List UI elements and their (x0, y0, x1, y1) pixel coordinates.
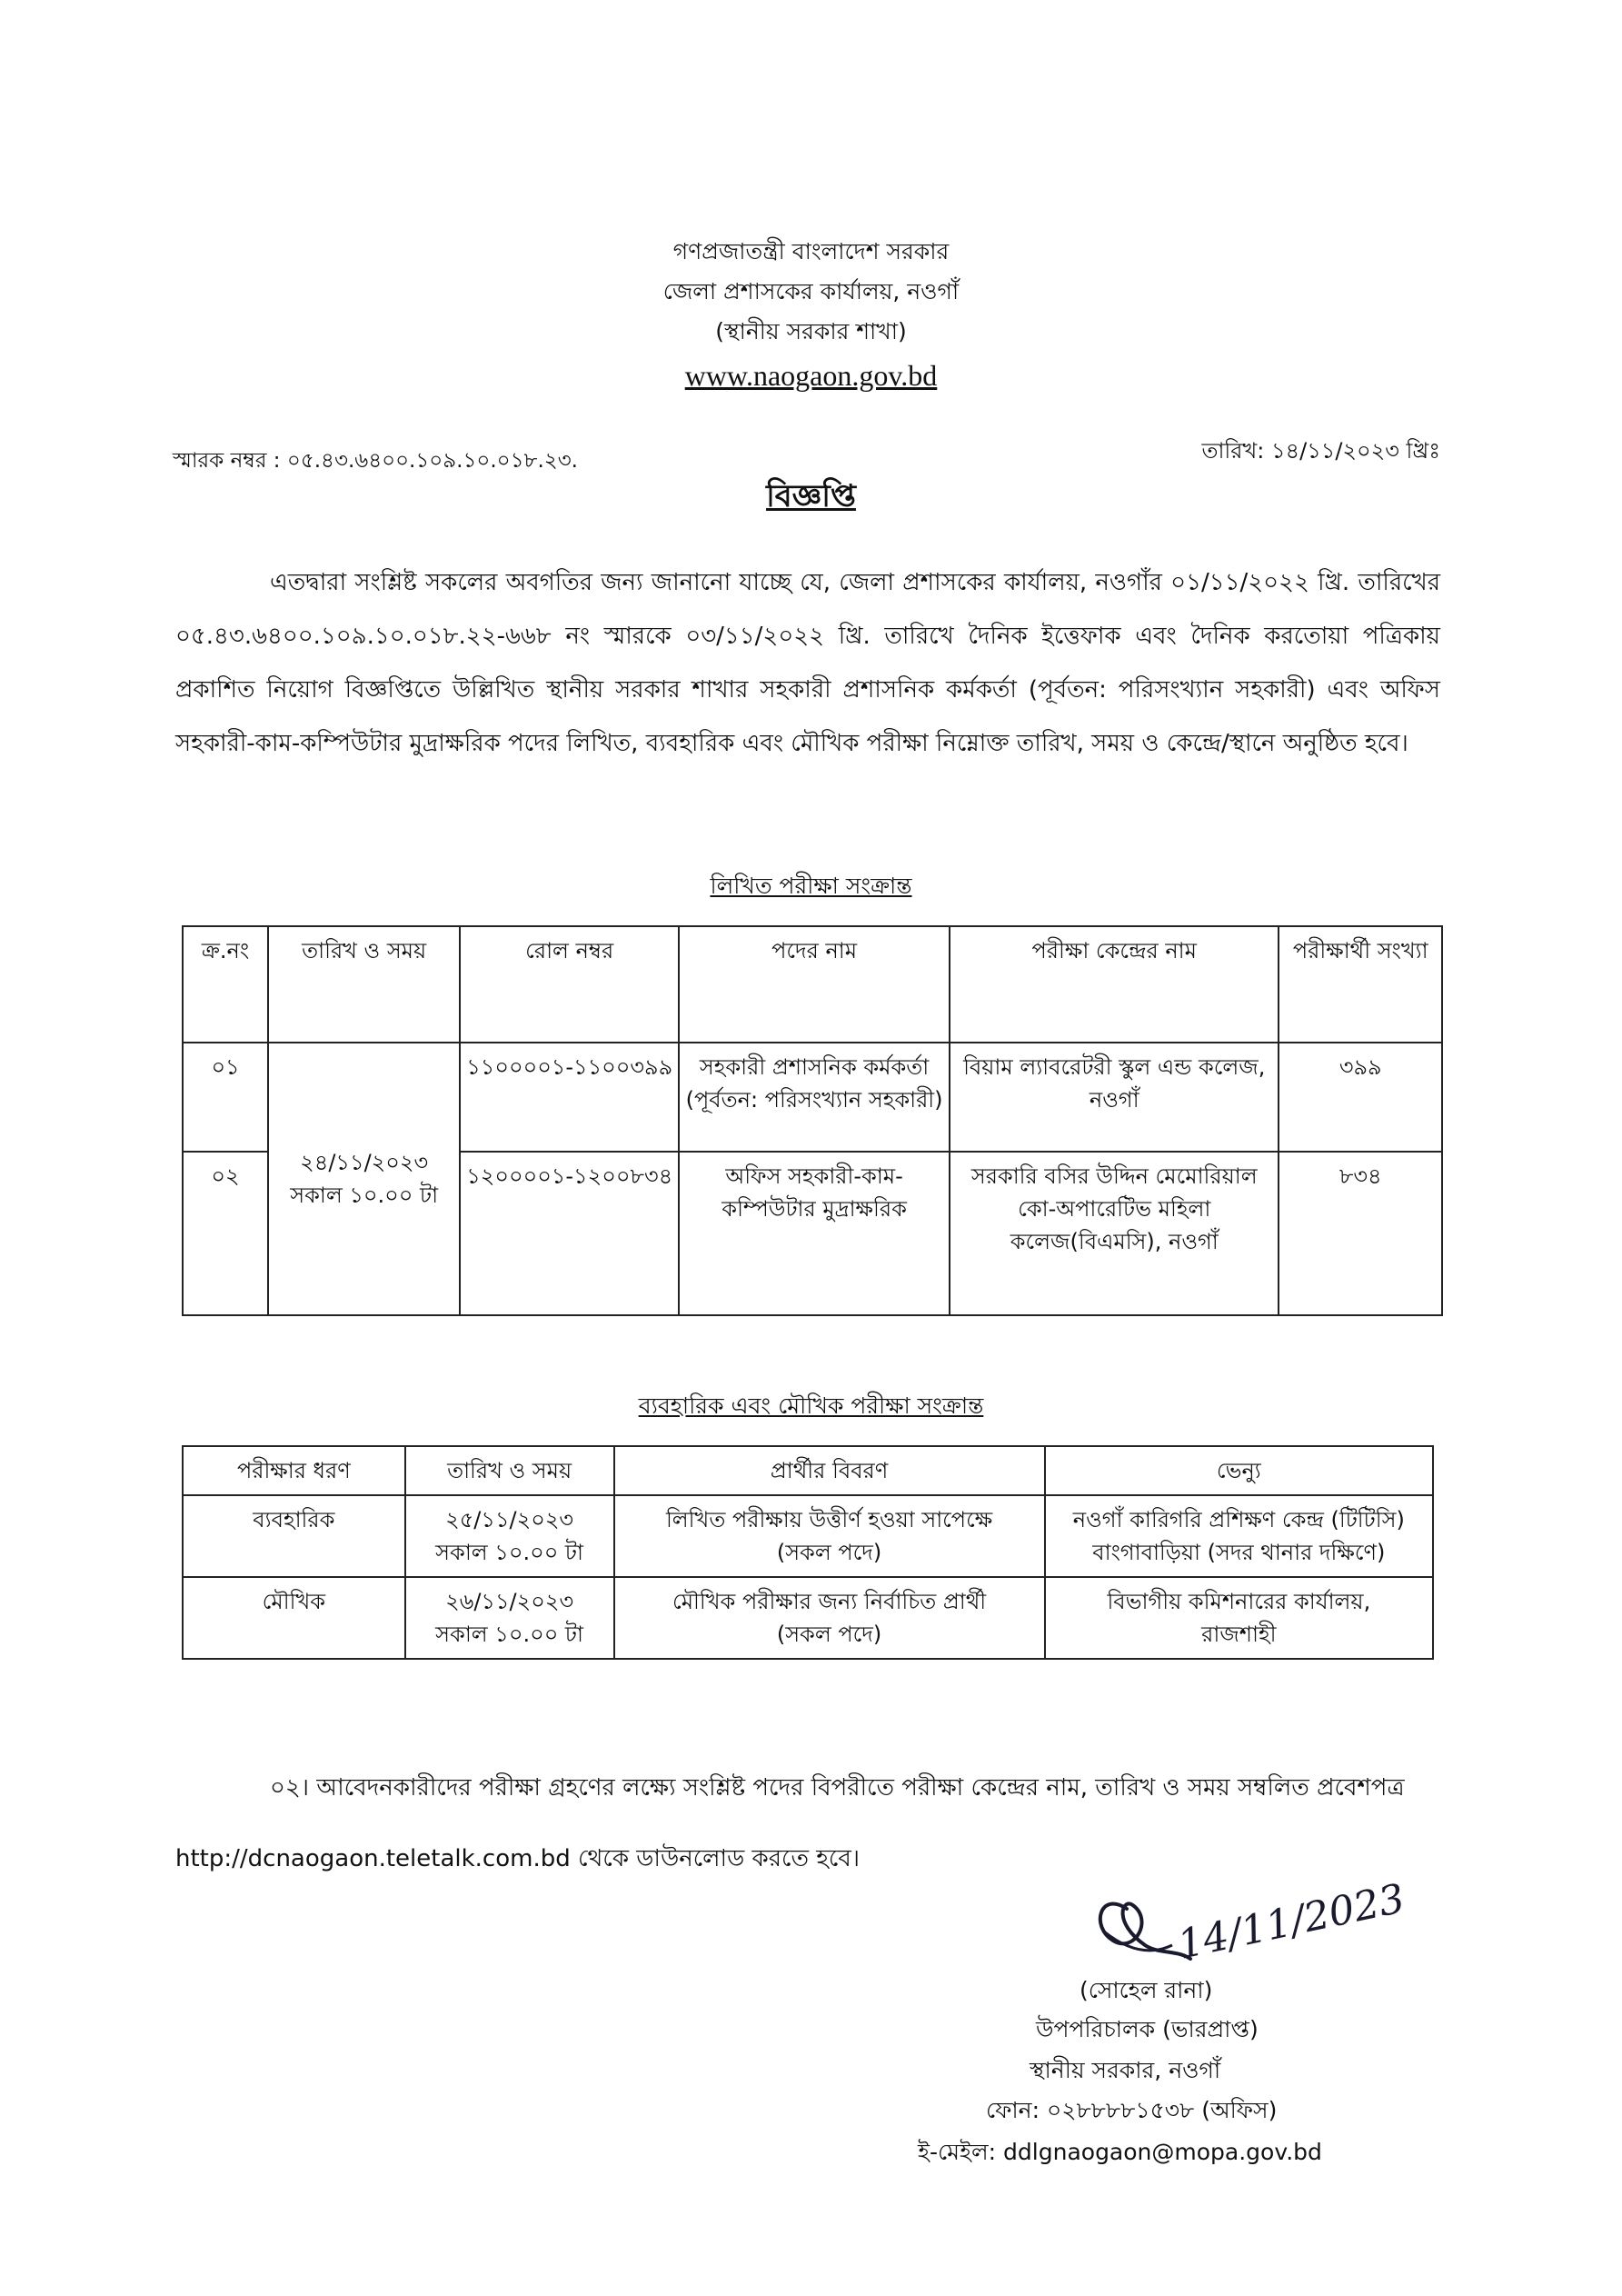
cell-date-time (405, 1495, 614, 1577)
instruction-text: ০২। আবেদনকারীদের পরীক্ষা গ্রহণের লক্ষ্যে সংশ্লিষ্ট পদের বিপরীতে পরীক্ষা কেন্দ্রের নাম, তারিখ ও সময় সম্বলিত প্রবেশপত্র http://dcnaogaon.teletalk.com.bd থেকে ডাউনলোড করতে হবে। (175, 1774, 1405, 1872)
col-header-roll: রোল নম্বর (460, 926, 679, 1043)
col-header-sl: ক্র.নং (183, 926, 268, 1043)
cell-venue (1045, 1577, 1433, 1659)
signatory-office: স্থানীয় সরকার, নওগাঁ (1030, 2057, 1221, 2083)
candidate-desc: মৌখিক পরীক্ষার জন্য নির্বাচিত প্রার্থী (672, 1589, 987, 1614)
cell-count: ৮৩৪ (1279, 1152, 1442, 1315)
practical-exam-caption (0, 1388, 1622, 1427)
signatory-phone: ফোন: ০২৮৮৮৮১৫৩৮ (অফিস) (986, 2097, 1278, 2123)
cell-sl: ০১ (183, 1043, 268, 1152)
venue-address: বাংগাবাড়িয়া (সদর থানার দক্ষিণে) (1092, 1540, 1386, 1565)
col-header-venue: ভেন্যু (1045, 1446, 1433, 1495)
exam-date: ২৬/১১/২০২৩ (445, 1589, 574, 1614)
practical-exam-caption-text: ব্যবহারিক এবং মৌখিক পরীক্ষা সংক্রান্ত (638, 1393, 984, 1419)
cell-center: সরকারি বসির উদ্দিন মেমোরিয়াল কো-অপারেটিভ মহিলা কলেজ(বিএমসি), নওগাঁ (950, 1152, 1279, 1315)
candidate-scope: (সকল পদে) (776, 1622, 882, 1647)
col-header-center: পরীক্ষা কেন্দ্রের নাম (950, 926, 1279, 1043)
signatory-name: (সোহেল রানা) (1080, 1977, 1213, 2003)
col-header-type: পরীক্ষার ধরণ (183, 1446, 405, 1495)
cell-type: ব্যবহারিক (183, 1495, 405, 1577)
notice-body (175, 556, 1440, 771)
venue-name: বিভাগীয় কমিশনারের কার্যালয়, (1107, 1589, 1371, 1614)
cell-roll: ১১০০০০১-১১০০৩৯৯ (460, 1043, 679, 1152)
exam-time: সকাল ১০.০০ টা (290, 1183, 439, 1208)
practical-exam-table (182, 1445, 1434, 1660)
table-header-row (183, 926, 1442, 1043)
notice-title (0, 473, 1622, 524)
notice-date: তারিখ: ১৪/১১/২০২৩ খ্রিঃ (1201, 438, 1440, 464)
table-header-row (183, 1446, 1433, 1495)
venue-name: নওগাঁ কারিগরি প্রশিক্ষণ কেন্দ্র (টিটিসি) (1072, 1507, 1405, 1532)
signatory-designation: উপপরিচালক (ভারপ্রাপ্ত) (1036, 2016, 1259, 2042)
col-header-candidate: প্রার্থীর বিবরণ (614, 1446, 1045, 1495)
cell-type: মৌখিক (183, 1577, 405, 1659)
table-row (183, 1495, 1433, 1577)
cell-roll: ১২০০০০১-১২০০৮৩৪ (460, 1152, 679, 1315)
website-link[interactable]: www.naogaon.gov.bd (684, 359, 938, 392)
cell-shared-date-time (268, 1043, 460, 1315)
exam-time: সকাল ১০.০০ টা (435, 1540, 583, 1565)
notice-paragraph: এতদ্বারা সংশ্লিষ্ট সকলের অবগতির জন্য জানানো যাচ্ছে যে, জেলা প্রশাসকের কার্যালয়, নওগাঁর ০১/১১/২০২২ খ্রি. তারিখের ০৫.৪৩.৬৪০০.১০৯.১০.০১৮.২২-৬৬৮ নং স্মারকে ০৩/১১/২০২২ খ্রি. তারিখে দৈনিক ইত্তেফাক এবং দৈনিক করতোয়া পত্রিকায় প্রকাশিত নিয়োগ বিজ্ঞপ্তিতে উল্লিখিত স্থানীয় সরকার শাখার সহকারী প্রশাসনিক কর্মকর্তা (পূর্বতন: পরিসংখ্যান সহকারী) এবং অফিস সহকারী-কাম-কম্পিউটার মুদ্রাক্ষরিক পদের লিখিত, ব্যবহারিক এবং মৌখিক পরীক্ষা নিম্নোক্ত তারিখ, সময় ও কেন্দ্রে/স্থানে অনুষ্ঠিত হবে। (175, 569, 1440, 757)
govt-name: গণপ্রজাতন্ত্রী বাংলাদেশ সরকার (672, 238, 950, 265)
exam-date: ২৪/১১/২০২৩ (300, 1150, 429, 1175)
candidate-desc: লিখিত পরীক্ষায় উত্তীর্ণ হওয়া সাপেক্ষে (665, 1507, 993, 1532)
cell-date-time (405, 1577, 614, 1659)
memo-number: স্মারক নম্বর : ০৫.৪৩.৬৪০০.১০৯.১০.০১৮.২৩. (173, 449, 578, 473)
cell-count: ৩৯৯ (1279, 1043, 1442, 1152)
handwritten-date: 14/11/2023 (1173, 1875, 1409, 1969)
col-header-date-time: তারিখ ও সময় (268, 926, 460, 1043)
written-exam-table (182, 925, 1443, 1316)
col-header-date-time: তারিখ ও সময় (405, 1446, 614, 1495)
cell-venue (1045, 1495, 1433, 1577)
exam-date: ২৫/১১/২০২৩ (445, 1507, 574, 1532)
written-exam-caption (0, 868, 1622, 907)
cell-post: সহকারী প্রশাসনিক কর্মকর্তা (পূর্বতন: পরিসংখ্যান সহকারী) (679, 1043, 950, 1152)
table-row (183, 1043, 1442, 1152)
written-exam-caption-text: লিখিত পরীক্ষা সংক্রান্ত (710, 873, 912, 899)
handwritten-signature-icon (918, 1872, 1463, 1982)
signature-block (918, 1872, 1463, 1982)
col-header-post: পদের নাম (679, 926, 950, 1043)
notice-title-text: বিজ্ঞপ্তি (766, 478, 856, 514)
office-name: জেলা প্রশাসকের কার্যালয়, নওগাঁ (662, 278, 960, 304)
candidate-scope: (সকল পদে) (776, 1540, 882, 1565)
cell-post: অফিস সহকারী-কাম-কম্পিউটার মুদ্রাক্ষরিক (679, 1152, 950, 1315)
cell-candidate (614, 1577, 1045, 1659)
col-header-count: পরীক্ষার্থী সংখ্যা (1279, 926, 1442, 1043)
cell-sl: ০২ (183, 1152, 268, 1315)
cell-candidate (614, 1495, 1045, 1577)
venue-address: রাজশাহী (1201, 1622, 1277, 1647)
signatory-email[interactable]: ই-মেইল: ddlgnaogaon@mopa.gov.bd (918, 2139, 1322, 2165)
exam-time: সকাল ১০.০০ টা (435, 1622, 583, 1647)
cell-center: বিয়াম ল্যাবরেটরী স্কুল এন্ড কলেজ, নওগাঁ (950, 1043, 1279, 1152)
table-row (183, 1577, 1433, 1659)
branch-name: (স্থানীয় সরকার শাখা) (715, 318, 907, 344)
letterhead (0, 232, 1622, 399)
